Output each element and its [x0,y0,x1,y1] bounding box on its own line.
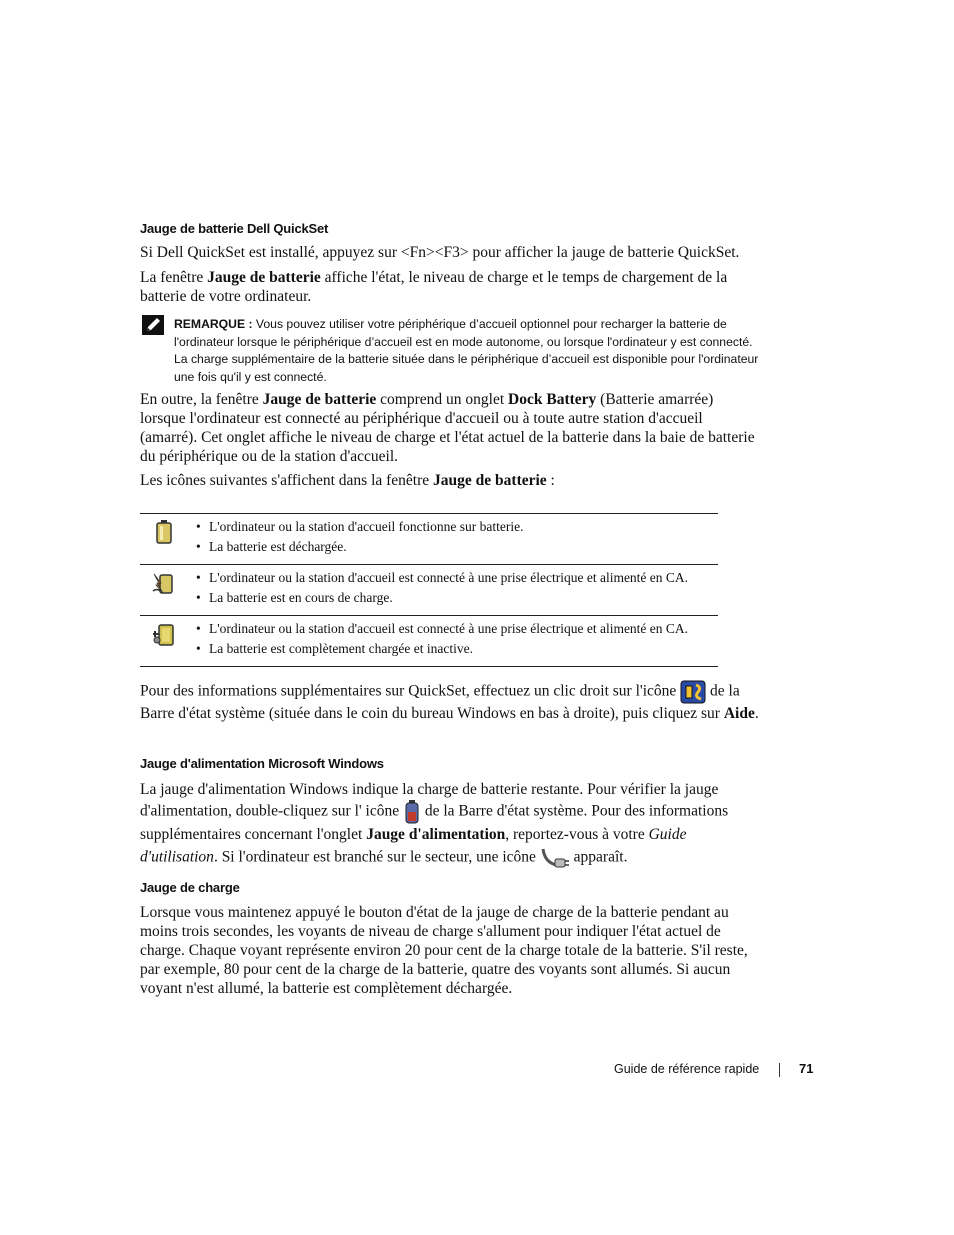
windows-power-paragraph: La jauge d'alimentation Windows indique la charge de batterie restante. Pour vérifier la jauge d'alimentation, double-cliquez sur l' icône de la Barre d'état système. Pour des informations supplémentaires concernant l'onglet Jauge d'alimentation, reportez-vous à votre Guide d'utilisation. Si l'ordinateur est branché sur le secteur, une icône apparaît. [140,779,760,871]
battery-charging-icon [151,584,177,601]
note-text: Vous pouvez utiliser votre périphérique d’accueil optionnel pour recharger la batterie de l'ordinateur lorsque le périphérique d’accueil est en mode autonome, ou lorsque l'ordinateur y est connecté. La charge supplémentaire de la batterie située dans le périphérique d’accueil est disponible pour l'ordinateur une fois qu'il y est connecté. [174,317,759,384]
list-item: • La batterie est en cours de charge. [189,588,717,608]
section-heading-windows-power: Jauge d'alimentation Microsoft Windows [140,756,384,771]
section-heading-charge-gauge: Jauge de charge [140,880,240,895]
section-heading-quickset: Jauge de batterie Dell QuickSet [140,221,329,236]
ac-plug-icon [540,845,570,871]
battery-window-paragraph: La fenêtre Jauge de batterie affiche l'état, le niveau de charge et le temps de chargement de la batterie de votre ordinateur. [140,269,728,305]
note-pencil-icon [142,315,164,335]
battery-icon [155,531,173,548]
note-label: REMARQUE : [174,317,253,331]
quickset-icon [680,680,706,704]
list-item: • La batterie est complètement chargée et inactive. [189,639,717,659]
list-item: • L'ordinateur ou la station d'accueil fonctionne sur batterie. [189,517,717,537]
table-row [140,616,718,667]
dock-battery-paragraph: En outre, la fenêtre Jauge de batterie comprend un onglet Dock Battery (Batterie amarrée) lorsque l'ordinateur est connecté au périphérique d'accueil ou à toute autre station d'accueil (amarré). Cet onglet affiche le niveau de charge et l'état actuel de la batterie dans la baie de batterie du périphérique ou de la station d'accueil. [140,391,755,465]
power-meter-battery-icon [403,800,421,824]
list-item: • La batterie est déchargée. [189,537,717,557]
quickset-help-paragraph: Pour des informations supplémentaires sur QuickSet, effectuez un clic droit sur l'icône de la Barre d'état système (située dans le coin du bureau Windows en bas à droite), puis cliquez sur Aide. [140,680,760,724]
page-number: 71 [799,1061,814,1076]
table-row [140,514,718,565]
battery-full-plug-icon [151,635,177,652]
icons-intro-paragraph: Les icônes suivantes s'affichent dans la fenêtre Jauge de batterie : [140,472,555,489]
list-item: • L'ordinateur ou la station d'accueil est connecté à une prise électrique et alimenté en CA. [189,568,717,588]
table-row [140,565,718,616]
footer-divider [779,1063,780,1077]
note-block [174,316,764,386]
footer-title: Guide de référence rapide [614,1062,760,1076]
list-item: • L'ordinateur ou la station d'accueil est connecté à une prise électrique et alimenté en CA. [189,619,717,639]
charge-gauge-paragraph: Lorsque vous maintenez appuyé le bouton d'état de la jauge de charge de la batterie pendant au moins trois secondes, les voyants de niveau de charge s'allument pour indiquer l'état actuel de charge. Chaque voyant représente environ 20 pour cent de la charge totale de la batterie. S'il reste, par exemple, 80 pour cent de la charge de la batterie, quatre des voyants sont allumés. Si aucun voyant n'est allumé, la batterie est complètement déchargée. [140,904,748,997]
battery-icons-table [140,513,718,667]
quickset-intro-paragraph: Si Dell QuickSet est installé, appuyez sur <Fn><F3> pour afficher la jauge de batterie QuickSet. [140,244,740,261]
